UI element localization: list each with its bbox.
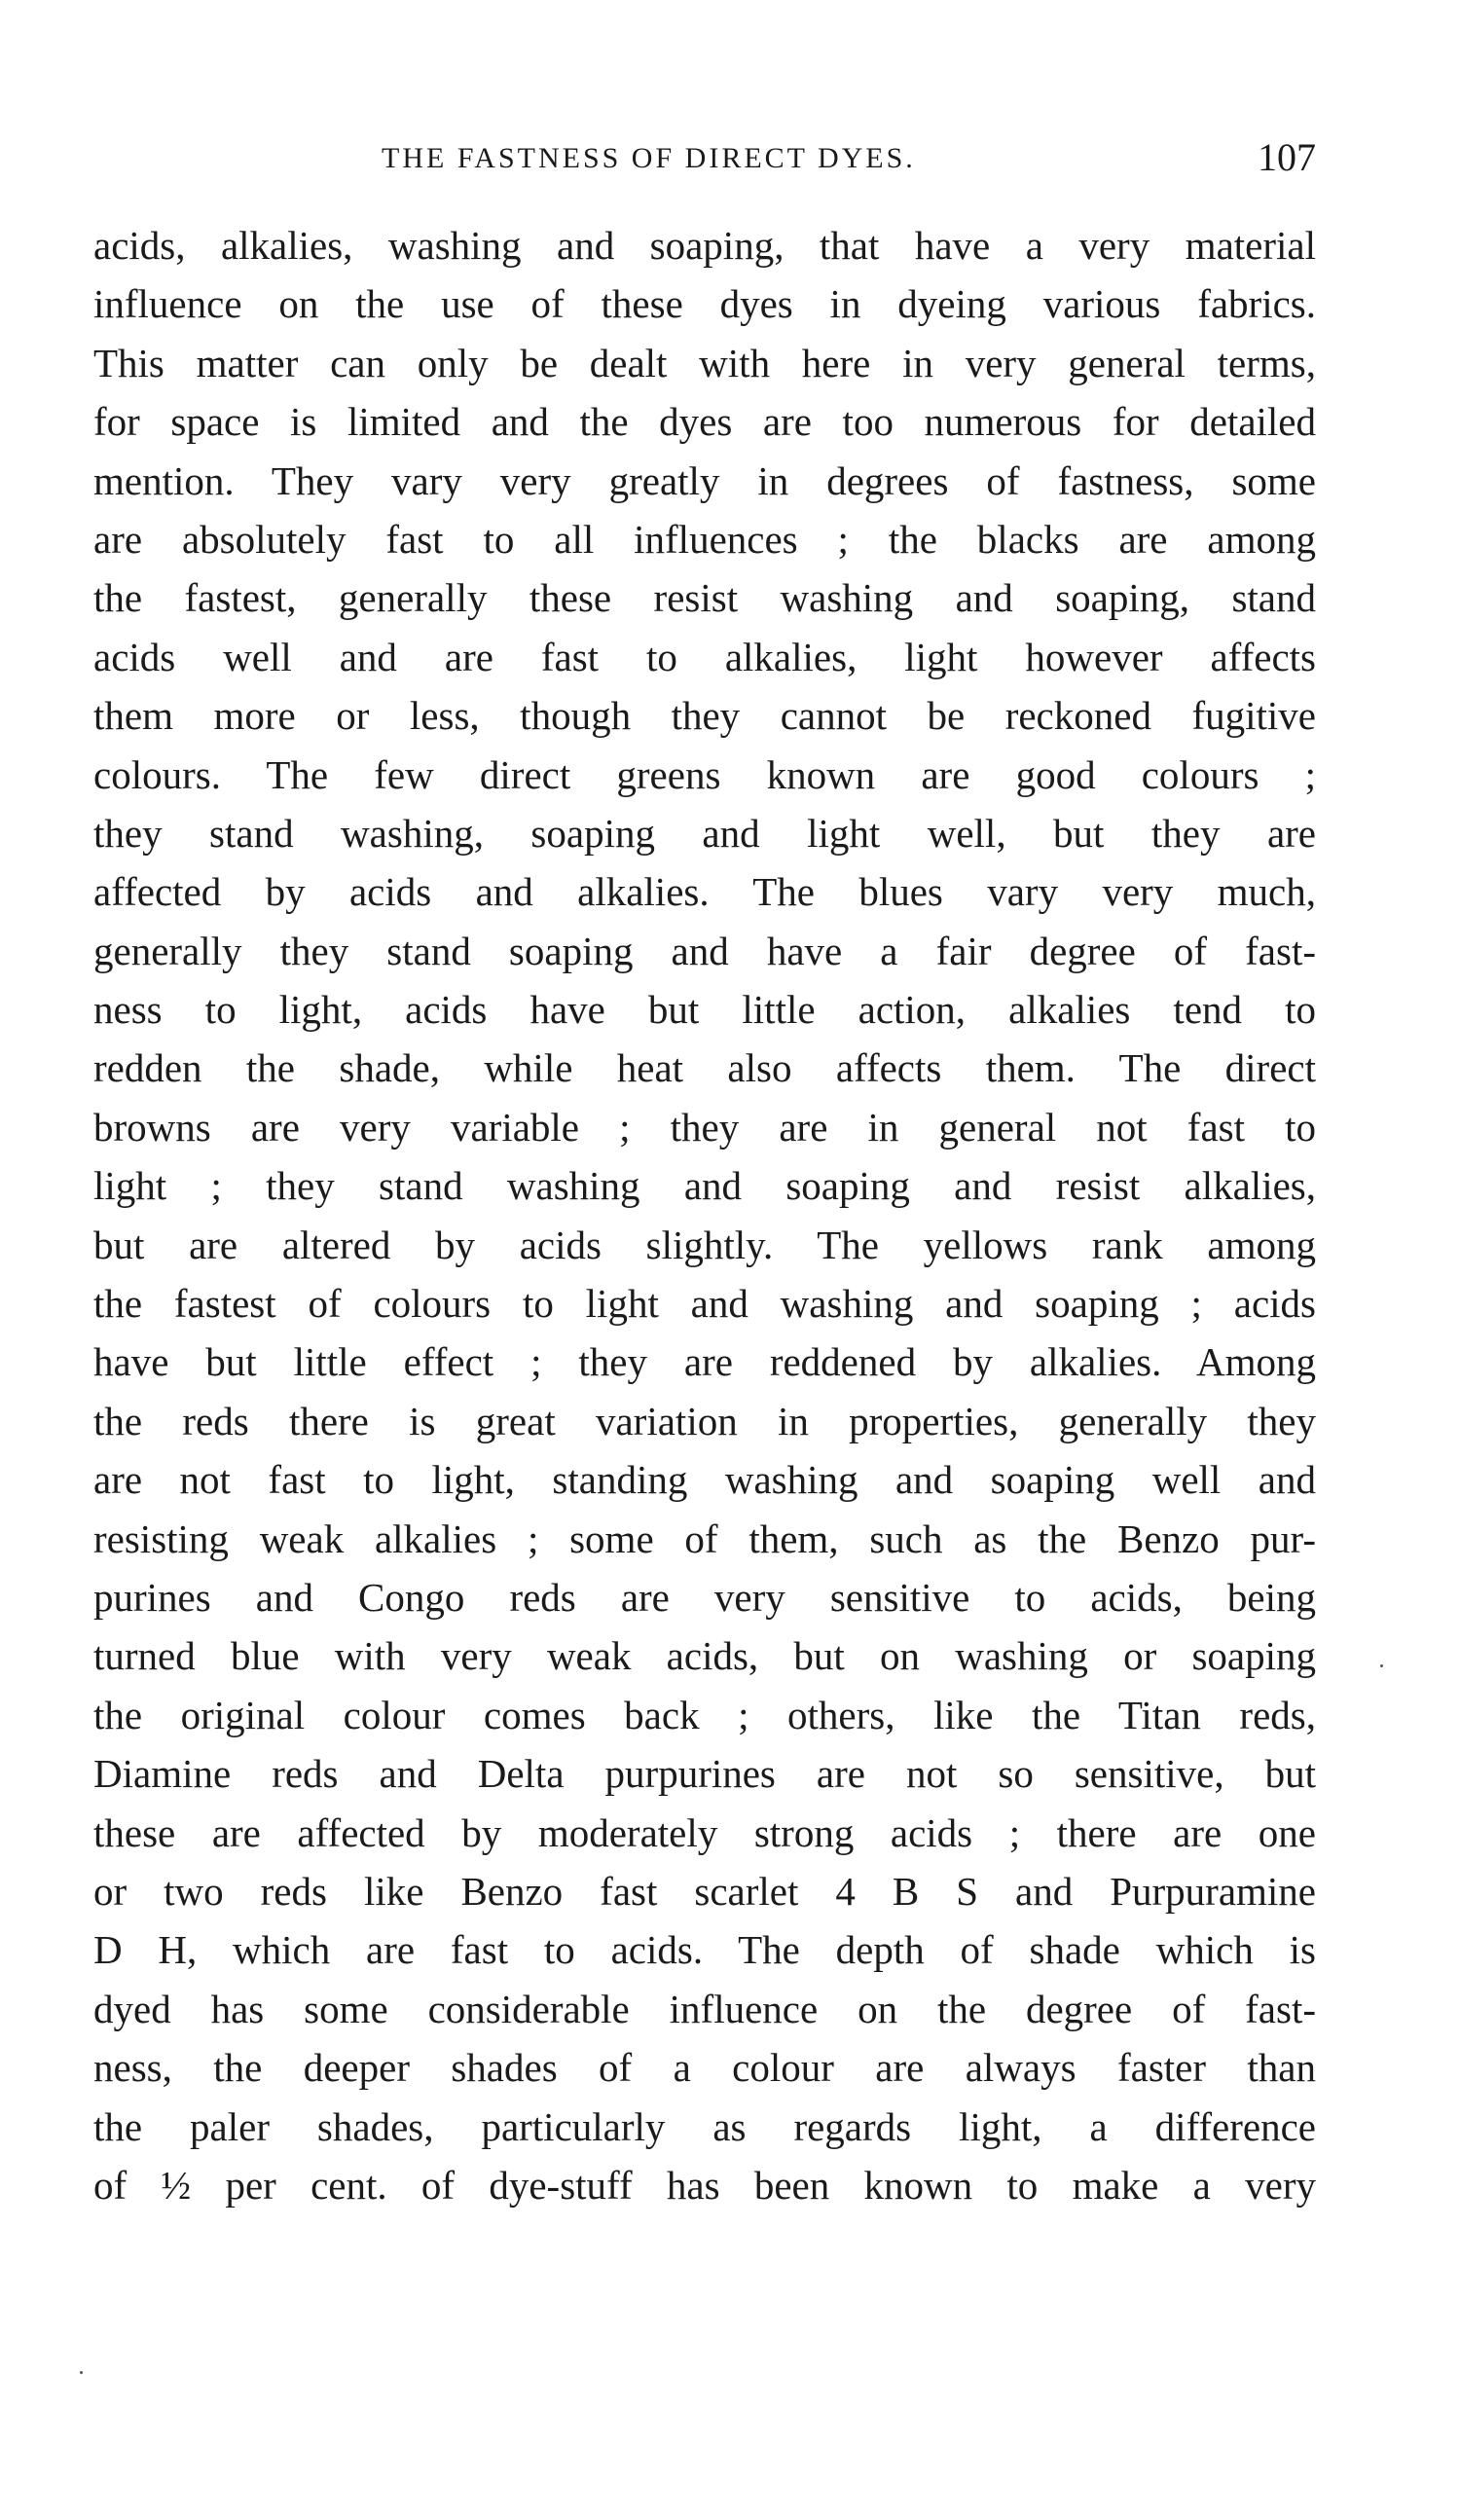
text-line: for space is limited and the dyes are too numerous for detailed [93,399,1316,445]
text-line: generally they stand soaping and have a fair degree of fast- [93,928,1316,973]
body-paragraph [93,216,1316,2214]
text-line: acids, alkalies, washing and soaping, that have a very material [93,223,1316,268]
text-line: Diamine reds and Delta purpurines are not so sensitive, but [93,1751,1316,1797]
text-line: affected by acids and alkalies. The blues vary very much, [93,869,1316,915]
text-line: the paler shades, particularly as regards light, a difference [93,2103,1316,2149]
text-line: resisting weak alkalies ; some of them, such as the Benzo pur- [93,1516,1316,1561]
text-line: but are altered by acids slightly. The yellows rank among [93,1222,1316,1267]
page-number: 107 [1258,135,1316,179]
text-line: acids well and are fast to alkalies, light however affects [93,634,1316,679]
text-line: ness, the deeper shades of a colour are always faster than [93,2045,1316,2091]
text-line: light ; they stand washing and soaping and resist alkalies, [93,1163,1316,1209]
text-line: the reds there is great variation in properties, generally they [93,1398,1316,1443]
text-line: they stand washing, soaping and light well, but they are [93,810,1316,856]
text-line: these are affected by moderately strong acids ; there are one [93,1809,1316,1855]
text-line: them more or less, though they cannot be reckoned fugitive [93,693,1316,739]
text-line: influence on the use of these dyes in dyeing various fabrics. [93,281,1316,327]
running-header [93,136,1316,181]
text-line: dyed has some considerable influence on the degree of fast- [93,1986,1316,2031]
text-line: ness to light, acids have but little action, alkalies tend to [93,987,1316,1033]
text-line: redden the shade, while heat also affects them. The direct [93,1045,1316,1091]
text-line: the original colour comes back ; others, like the Titan reds, [93,1692,1316,1737]
text-line: This matter can only be dealt with here in very general terms, [93,340,1316,385]
text-line: browns are very variable ; they are in general not fast to [93,1104,1316,1150]
paper-speck [80,2371,83,2374]
header-title: THE FASTNESS OF DIRECT DYES. [382,142,916,174]
text-line: purines and Congo reds are very sensitive to acids, being [93,1574,1316,1620]
text-line: turned blue with very weak acids, but on washing or soaping [93,1633,1316,1679]
text-line: mention. They vary very greatly in degrees of fastness, some [93,457,1316,503]
text-line: the fastest, generally these resist washing and soaping, stand [93,575,1316,621]
text-line: have but little effect ; they are reddened by alkalies. Among [93,1339,1316,1385]
text-line: the fastest of colours to light and washing and soaping ; acids [93,1281,1316,1327]
text-line: D H, which are fast to acids. The depth of shade which is [93,1927,1316,1973]
text-line: are absolutely fast to all influences ; the blacks are among [93,516,1316,562]
text-line: or two reds like Benzo fast scarlet 4 B S and Purpuramine [93,1868,1316,1914]
text-line: of ½ per cent. of dye-stuff has been known to make a very [93,2162,1316,2208]
paper-speck [1380,1664,1383,1667]
text-line: colours. The few direct greens known are good colours ; [93,751,1316,797]
text-line: are not fast to light, standing washing and soaping well and [93,1457,1316,1503]
